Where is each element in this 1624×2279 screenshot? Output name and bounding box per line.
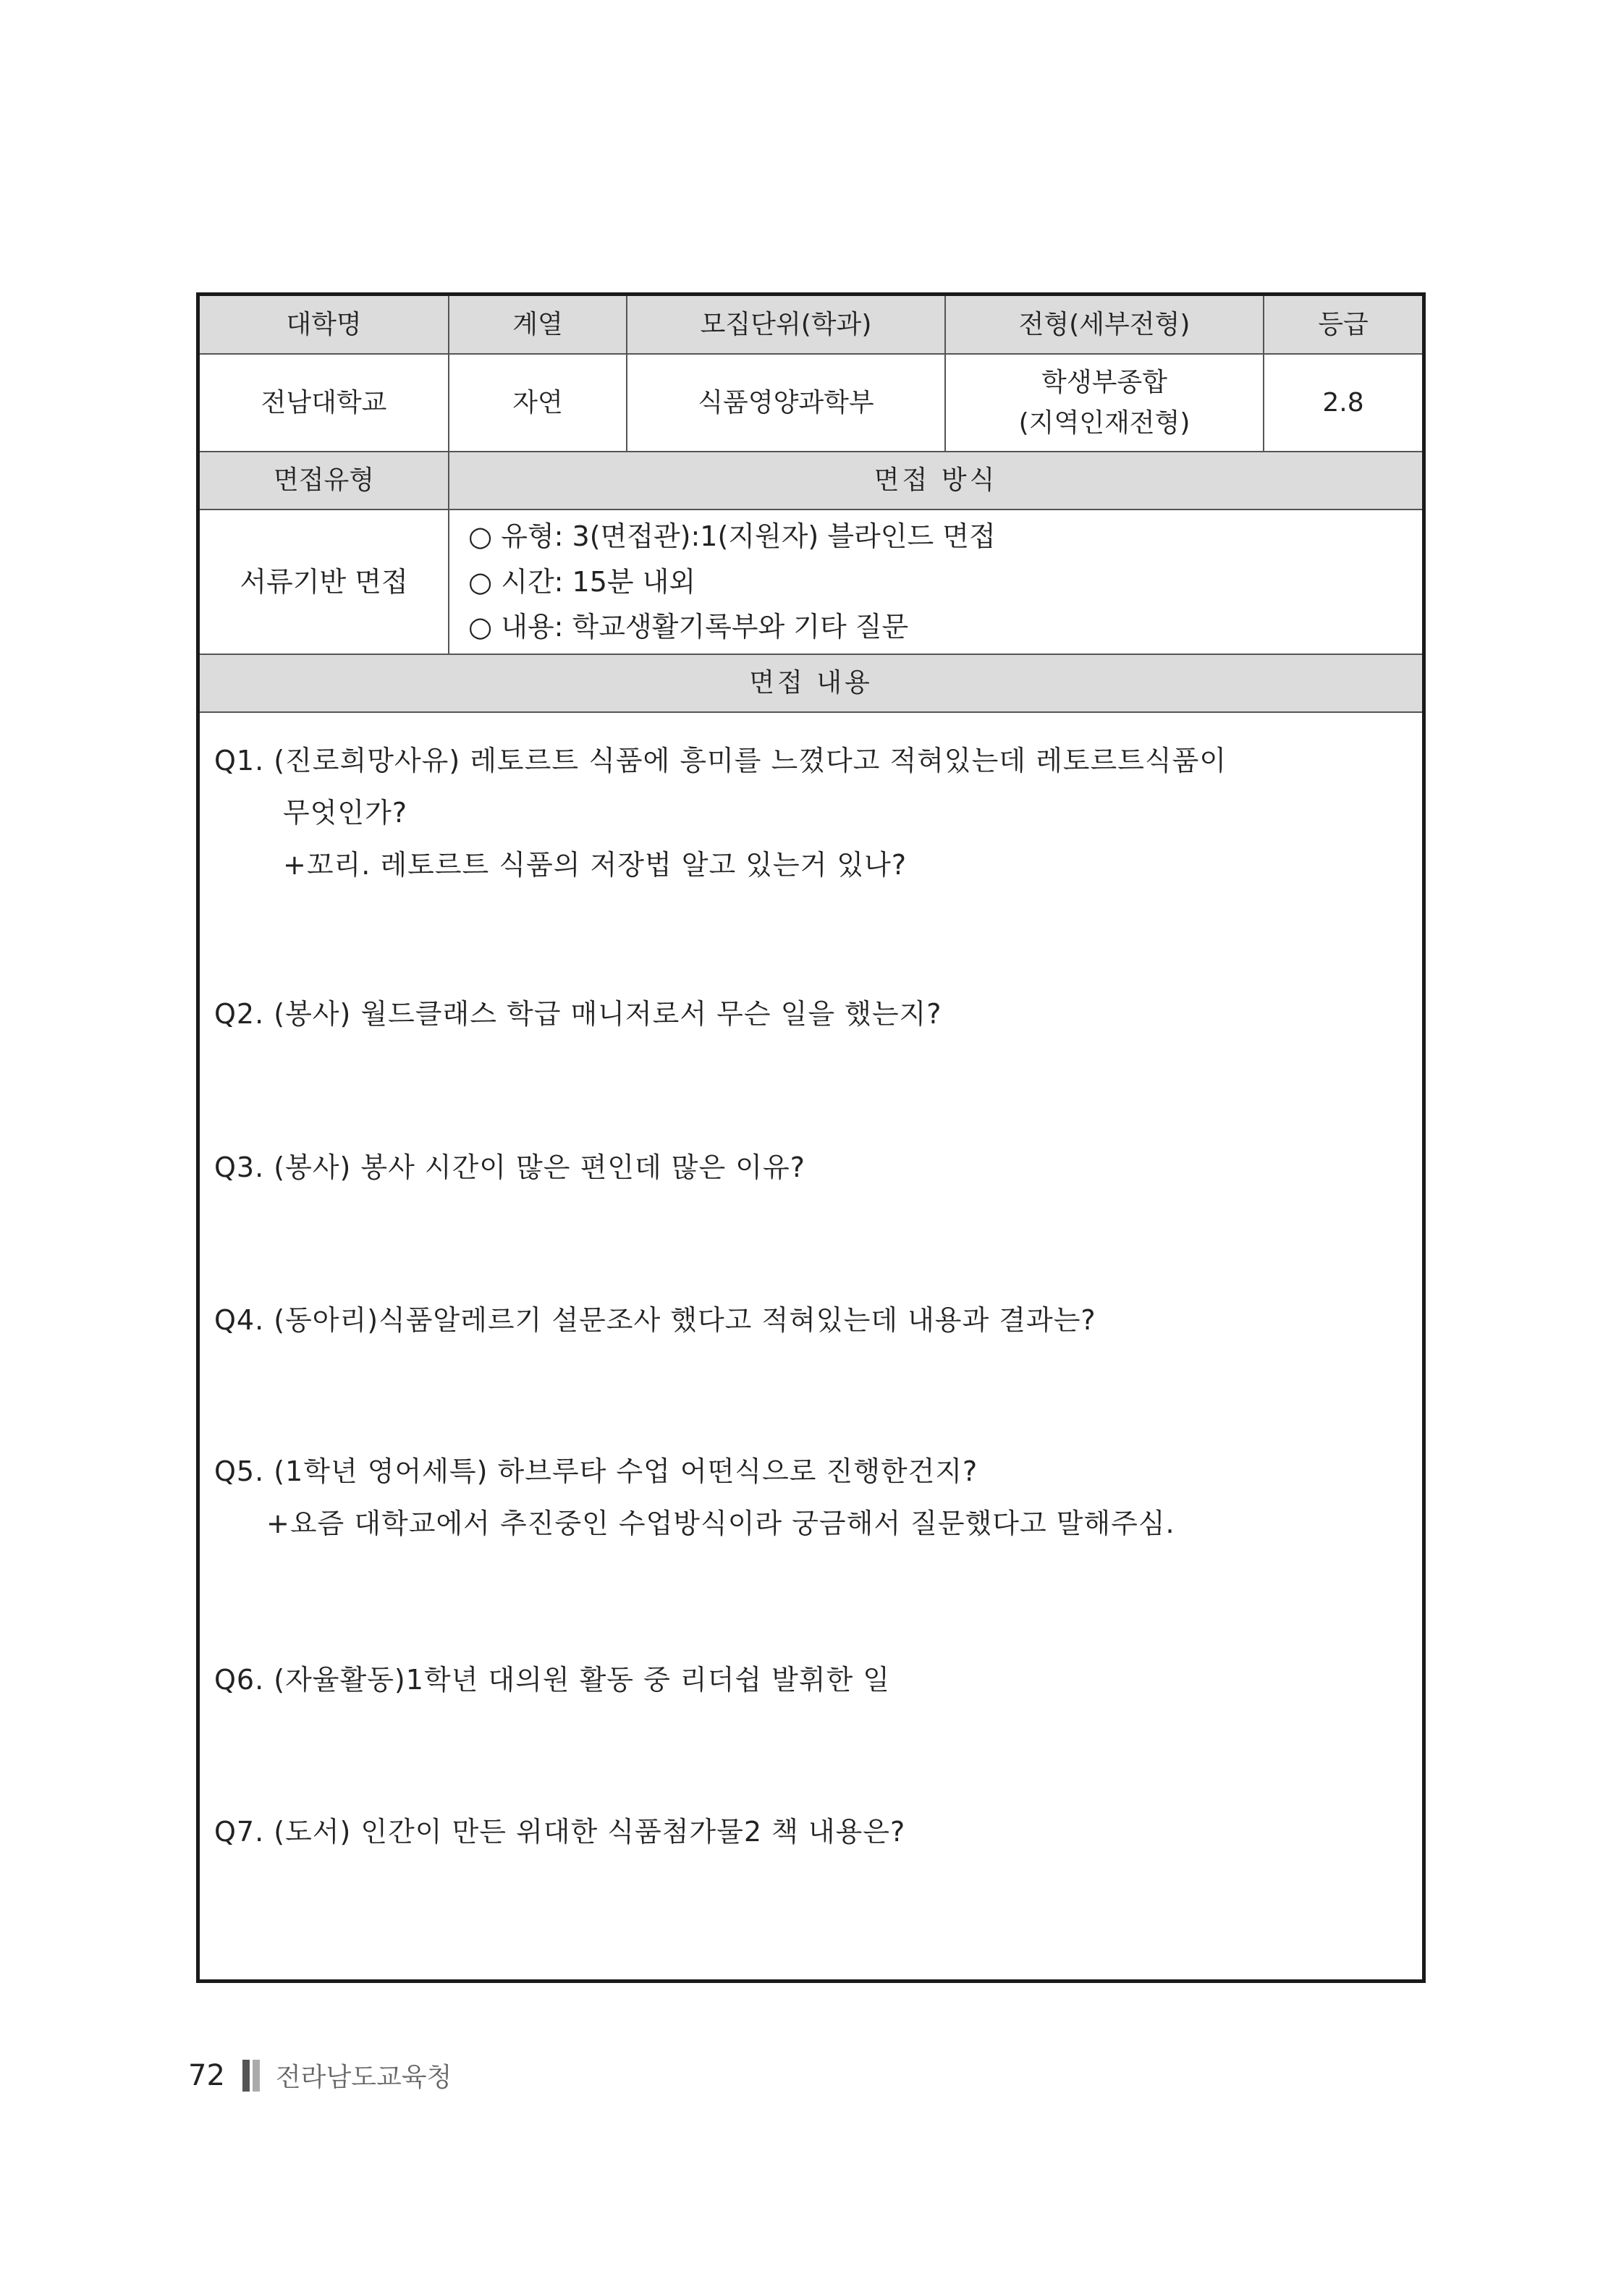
question-1-followup: +꼬리. 레토르트 식품의 저장법 알고 있는거 있나? [283, 849, 908, 881]
interview-sheet [196, 292, 1426, 1983]
header-interview-content: 면접 내용 [200, 654, 1422, 712]
header-field: 계열 [449, 296, 627, 354]
question-item-1 [214, 735, 1227, 891]
interview-method-cell [449, 510, 1422, 654]
footer-bars-icon [242, 2060, 263, 2092]
question-3-text: Q3. (봉사) 봉사 시간이 많은 편인데 많은 이유? [214, 1151, 805, 1183]
question-5-followup: +요즘 대학교에서 추진중인 수업방식이라 궁금해서 질문했다고 말해주심. [266, 1508, 1175, 1539]
header-university: 대학명 [200, 296, 449, 354]
interview-method-row [200, 510, 1422, 654]
question-item-5 [214, 1445, 1175, 1549]
interview-info-table [200, 296, 1422, 713]
footer-bar-dark [242, 2060, 250, 2092]
header-admission: 전형(세부전형) [945, 296, 1264, 354]
interview-type-cell: 서류기반 면접 [200, 510, 449, 654]
question-item-3 [214, 1141, 805, 1193]
question-item-4 [214, 1294, 1096, 1346]
table-value-row [200, 354, 1422, 452]
admission-cell [945, 354, 1264, 452]
question-5-text: Q5. (1학년 영어세특) 하브루타 수업 어떤식으로 진행한건지? [214, 1455, 978, 1487]
header-interview-type: 면접유형 [200, 452, 449, 510]
university-cell: 전남대학교 [200, 354, 449, 452]
field-cell: 자연 [449, 354, 627, 452]
question-4-text: Q4. (동아리)식품알레르기 설문조사 했다고 적혀있는데 내용과 결과는? [214, 1304, 1096, 1336]
method-content: ○ 내용: 학교생활기록부와 기타 질문 [468, 611, 909, 643]
admission-line-2: (지역인재전형) [1018, 407, 1190, 438]
header-grade: 등급 [1264, 296, 1422, 354]
publisher-name: 전라남도교육청 [275, 2063, 452, 2092]
question-2-text: Q2. (봉사) 월드클래스 학급 매니저로서 무슨 일을 했는지? [214, 998, 942, 1030]
header-interview-method: 면접 방식 [449, 452, 1422, 510]
question-item-6 [214, 1654, 890, 1706]
question-1-text: Q1. (진로희망사유) 레토르트 식품에 흥미를 느꼈다고 적혀있는데 레토르트식품이 [214, 745, 1227, 777]
question-7-text: Q7. (도서) 인간이 만든 위대한 식품첨가물2 책 내용은? [214, 1816, 906, 1848]
question-item-2 [214, 988, 942, 1040]
footer-bar-light [253, 2060, 260, 2092]
method-format: ○ 유형: 3(면접관):1(지원자) 블라인드 면접 [468, 520, 996, 552]
question-item-7 [214, 1806, 905, 1858]
table-header-row [200, 296, 1422, 354]
question-1-wrap: 무엇인가? [283, 797, 408, 829]
department-cell: 식품영양과학부 [627, 354, 945, 452]
method-time: ○ 시간: 15분 내외 [468, 565, 696, 598]
page-footer [188, 2057, 452, 2094]
question-6-text: Q6. (자율활동)1학년 대의원 활동 중 리더쉽 발휘한 일 [214, 1664, 891, 1696]
admission-line-1: 학생부종합 [1041, 367, 1167, 397]
interview-header-row [200, 452, 1422, 510]
grade-cell: 2.8 [1264, 354, 1422, 452]
page-number: 72 [188, 2058, 225, 2092]
header-department: 모집단위(학과) [627, 296, 945, 354]
content-header-row [200, 654, 1422, 712]
